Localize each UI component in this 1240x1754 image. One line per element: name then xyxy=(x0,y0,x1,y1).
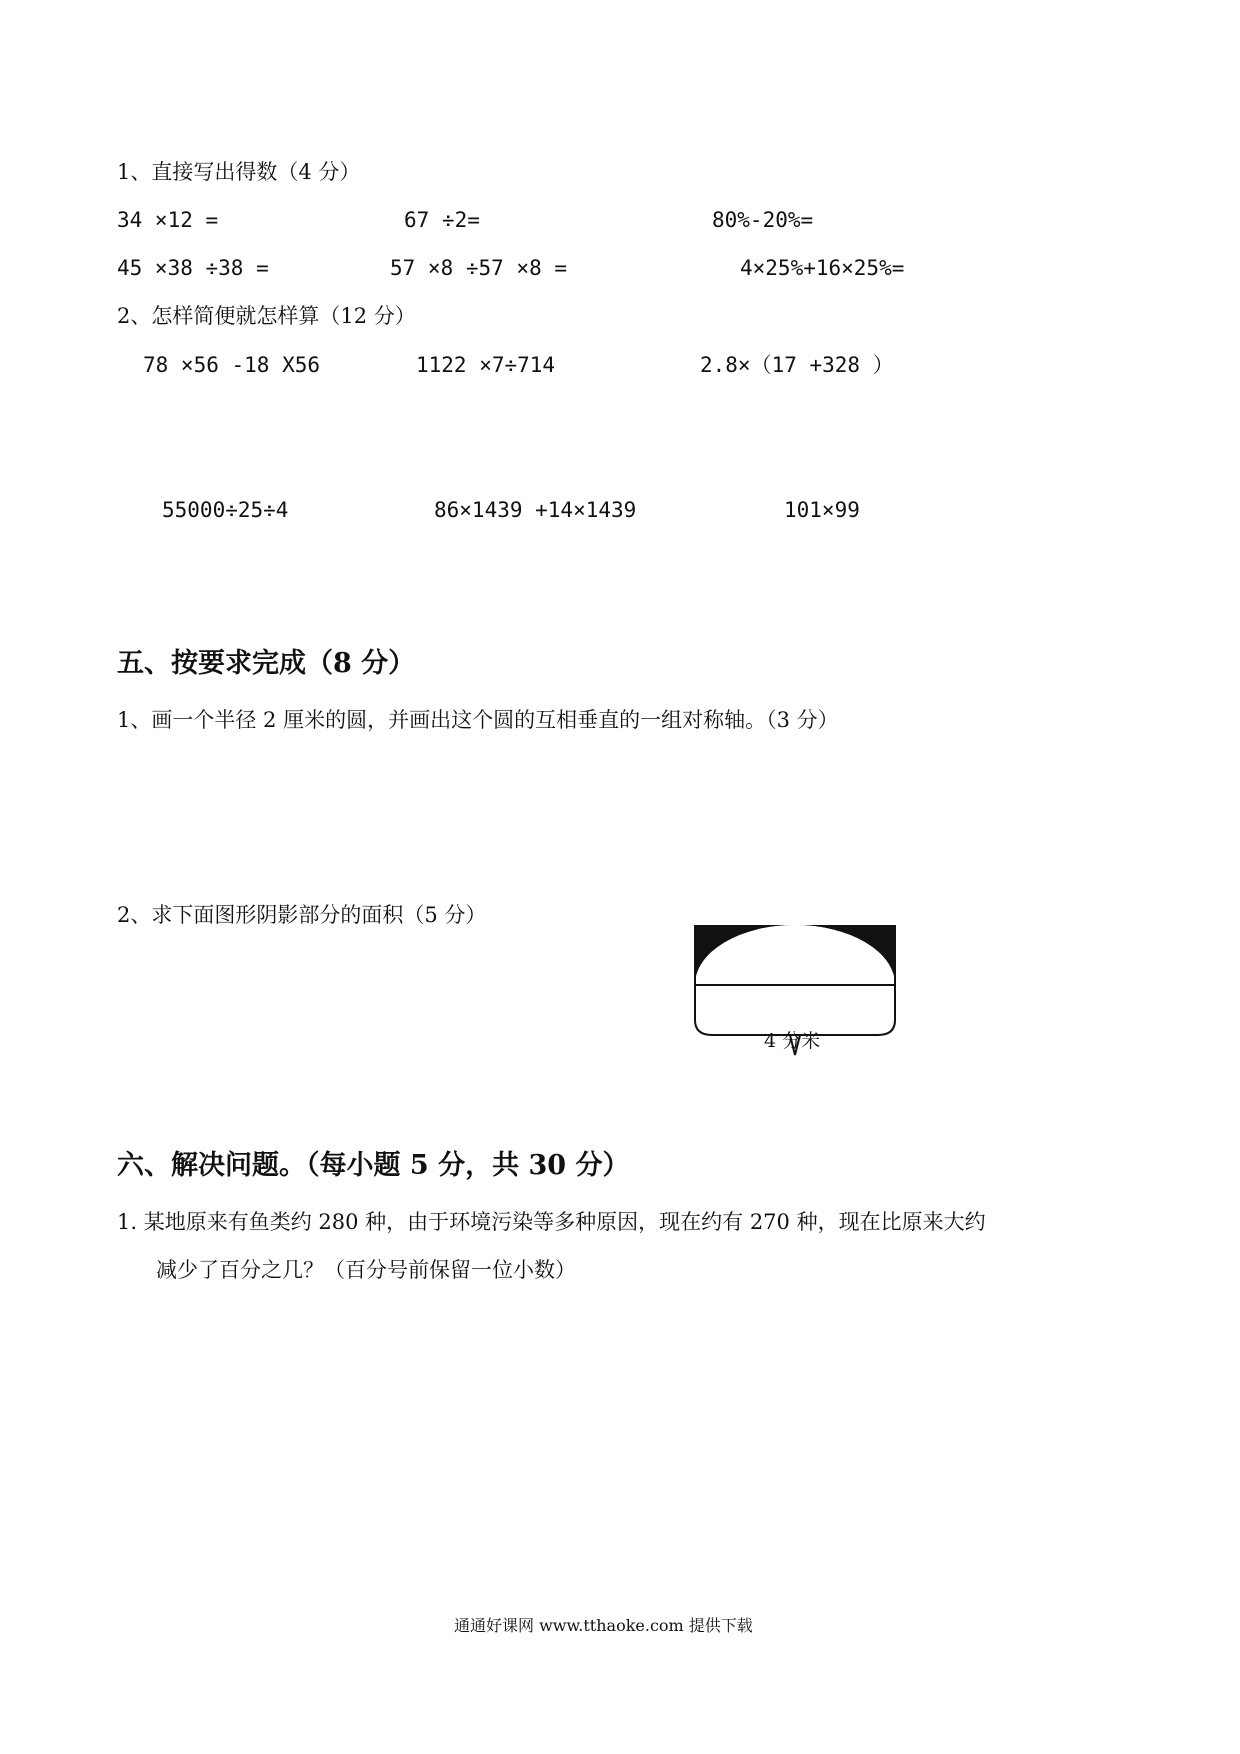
q1-item: 34 ×12 = xyxy=(117,208,219,232)
section6-q1-line2: 减少了百分之几？（百分号前保留一位小数） xyxy=(156,1258,576,1282)
q2-item: 55000÷25÷4 xyxy=(162,498,289,522)
section5-title: 五、按要求完成（8 分） xyxy=(117,648,416,679)
q1-item: 57 ×8 ÷57 ×8 = xyxy=(390,256,568,280)
q1-item: 67 ÷2= xyxy=(404,208,480,232)
q2-item: 2.8×（17 +328 ） xyxy=(700,353,894,377)
q2-item: 86×1439 +14×1439 xyxy=(434,498,637,522)
q1-item: 4×25%+16×25%= xyxy=(740,256,905,280)
section6-q1-line1: 1. 某地原来有鱼类约 280 种，由于环境污染等多种原因，现在约有 270 种，现在比原来大约 xyxy=(117,1210,986,1234)
q2-item: 78 ×56 -18 X56 xyxy=(143,353,321,377)
q1-item: 80%-20%= xyxy=(712,208,814,232)
section5-q2: 2、求下面图形阴影部分的面积（5 分） xyxy=(117,903,487,927)
footer-text: 通通好课网 www.tthaoke.com 提供下载 xyxy=(454,1616,753,1635)
q1-item: 45 ×38 ÷38 = xyxy=(117,256,269,280)
section5-q1: 1、画一个半径 2 厘米的圆，并画出这个圆的互相垂直的一组对称轴。（3 分） xyxy=(117,708,839,732)
q2-item: 1122 ×7÷714 xyxy=(416,353,556,377)
q2-item: 101×99 xyxy=(784,498,860,522)
q1-title: 1、直接写出得数（4 分） xyxy=(117,160,361,184)
figure-dimension-label: 4 分米 xyxy=(764,1030,821,1052)
section6-title: 六、解决问题。（每小题 5 分，共 30 分） xyxy=(117,1150,630,1181)
q2-title: 2、怎样简便就怎样算（12 分） xyxy=(117,304,416,328)
